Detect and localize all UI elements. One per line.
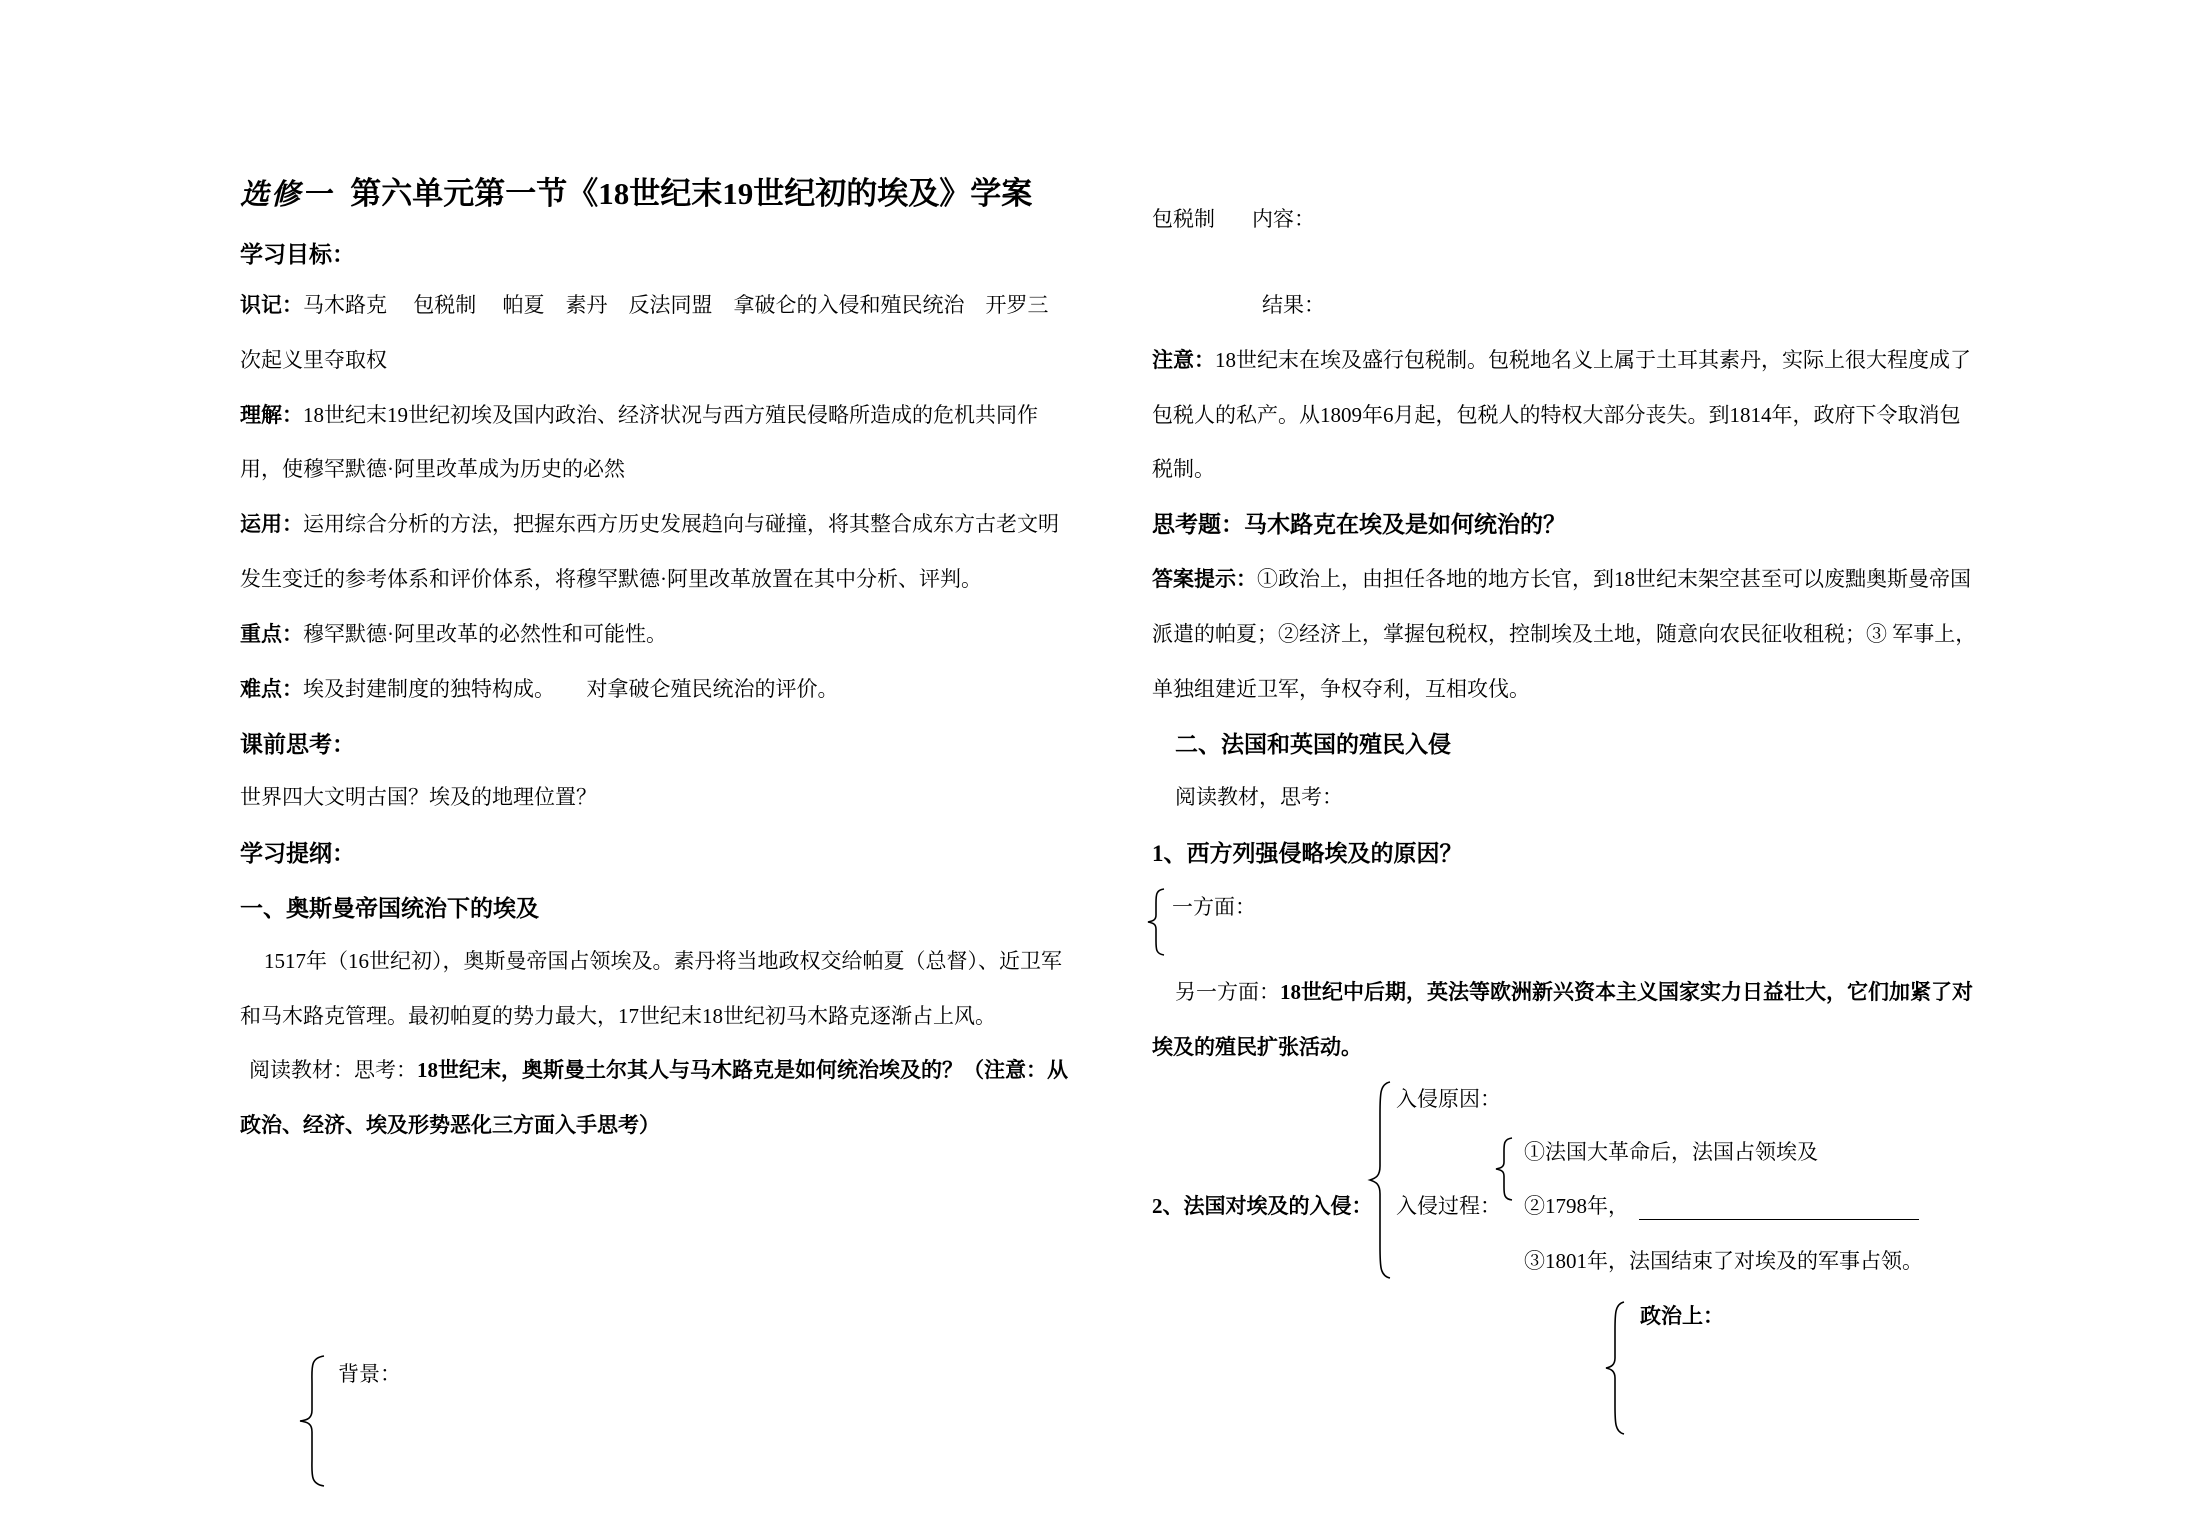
invasion-brace [1368,1080,1394,1280]
shiji-label: 识记： [240,293,303,317]
zhongdian-label: 重点： [240,622,303,646]
shiji-line [240,289,1049,319]
yunyong-text: 运用综合分析的方法，把握东西方历史发展趋向与碰撞，将其整合成东方古老文明 [303,512,1059,536]
note-label: 注意： [1152,348,1215,372]
note-text-1: 18世纪末在埃及盛行包税制。包税地名义上属于土耳其素丹，实际上很大程度成了 [1215,348,1971,372]
read-bold-2: 政治、经济、埃及形势恶化三方面入手思考） [240,1113,660,1137]
read-line [249,1054,1068,1084]
shiji-text: 马木路克 包税制 帕夏 素丹 反法同盟 拿破仑的入侵和殖民统治 开罗三 [303,293,1049,317]
lijie-text: 18世纪末19世纪初埃及国内政治、经济状况与西方殖民侵略所造成的危机共同作 [303,403,1038,427]
lijie-label: 理解： [240,403,303,427]
zhongdian-text: 穆罕默德·阿里改革的必然性和可能性。 [303,622,667,646]
background-brace [298,1354,328,1488]
hint-line-1 [1152,563,1971,593]
page-title [240,168,1032,213]
one-side-brace [1146,887,1168,957]
title-main: 第六单元第一节《18世纪末19世纪初的埃及》学案 [350,176,1033,211]
note-line-2: 包税人的私产。从1809年6月起，包税人的特权大部分丧失。到1814年，政府下令取消包 [1152,403,1961,427]
lijie-text-2: 用，使穆罕默德·阿里改革成为历史的必然 [240,457,625,481]
yunyong-line [240,508,1059,538]
think-question: 思考题：马木路克在埃及是如何统治的？ [1152,512,1566,537]
yunyong-text-2: 发生变迁的参考体系和评价体系，将穆罕默德·阿里改革放置在其中分析、评判。 [240,567,982,591]
process-step-2-text: ②1798年， [1524,1194,1629,1218]
note-line-1 [1152,344,1971,374]
politics-label: 政治上： [1640,1304,1724,1328]
note-line-3: 税制。 [1152,457,1215,481]
other-side-bold-2: 埃及的殖民扩张活动。 [1152,1035,1362,1059]
preclass-heading: 课前思考： [240,732,355,757]
process-step-2 [1524,1190,1919,1220]
one-side-label: 一方面： [1172,895,1256,919]
politics-brace [1604,1300,1628,1436]
invade-cause-label: 入侵原因： [1396,1087,1501,1111]
zhongdian-line [240,618,667,648]
read-bold-1: 18世纪末，奥斯曼土尔其人与马木路克是如何统治埃及的？（注意：从 [417,1058,1068,1082]
nandian-label: 难点： [240,677,303,701]
read-prefix: 阅读教材：思考： [249,1058,417,1082]
goals-heading: 学习目标： [240,242,355,267]
nandian-line [240,673,839,703]
title-prefix: 选修一 [240,179,334,211]
preclass-question: 世界四大文明古国？埃及的地理位置？ [240,785,597,809]
process-step-3: ③1801年，法国结束了对埃及的军事占领。 [1524,1249,1923,1273]
baoshui-label: 包税制 [1152,207,1215,231]
nandian-text: 埃及封建制度的独特构成。 对拿破仑殖民统治的评价。 [303,677,839,701]
other-side-bold-1: 18世纪中后期，英法等欧洲新兴资本主义国家实力日益壮大，它们加紧了对 [1280,980,1973,1004]
jieguo-label: 结果： [1262,293,1325,317]
process-brace [1494,1136,1516,1202]
neirong-label: 内容： [1252,207,1315,231]
answer-blank[interactable] [1639,1197,1919,1220]
hint-text-1: ①政治上，由担任各地的地方长官，到18世纪末架空甚至可以废黜奥斯曼帝国 [1257,567,1971,591]
section1-heading: 一、奥斯曼帝国统治下的埃及 [240,896,539,921]
other-side-line-1 [1175,976,1973,1006]
para1-line2: 和马木路克管理。最初帕夏的势力最大，17世纪末18世纪初马木路克逐渐占上风。 [240,1004,996,1028]
lijie-line [240,399,1038,429]
other-side-prefix: 另一方面： [1175,980,1280,1004]
process-step-1: ①法国大革命后，法国占领埃及 [1524,1140,1818,1164]
outline-heading: 学习提纲： [240,841,355,866]
yunyong-label: 运用： [240,512,303,536]
section2-heading: 二、法国和英国的殖民入侵 [1175,732,1451,757]
hint-label: 答案提示： [1152,567,1257,591]
question-1: 1、西方列强侵略埃及的原因？ [1152,841,1463,866]
shiji-text-2: 次起义里夺取权 [240,348,387,372]
hint-line-3: 单独组建近卫军，争权夺利，互相攻伐。 [1152,677,1530,701]
question-2: 2、法国对埃及的入侵： [1152,1194,1373,1218]
background-label: 背景： [338,1362,401,1386]
read-prompt-2: 阅读教材，思考： [1175,785,1343,809]
para1-line1: 1517年（16世纪初），奥斯曼帝国占领埃及。素丹将当地政权交给帕夏（总督）、近卫军 [264,949,1062,973]
invade-process-label: 入侵过程： [1396,1194,1501,1218]
hint-line-2: 派遣的帕夏；②经济上，掌握包税权，控制埃及土地，随意向农民征收租税；③ 军事上， [1152,622,1977,646]
